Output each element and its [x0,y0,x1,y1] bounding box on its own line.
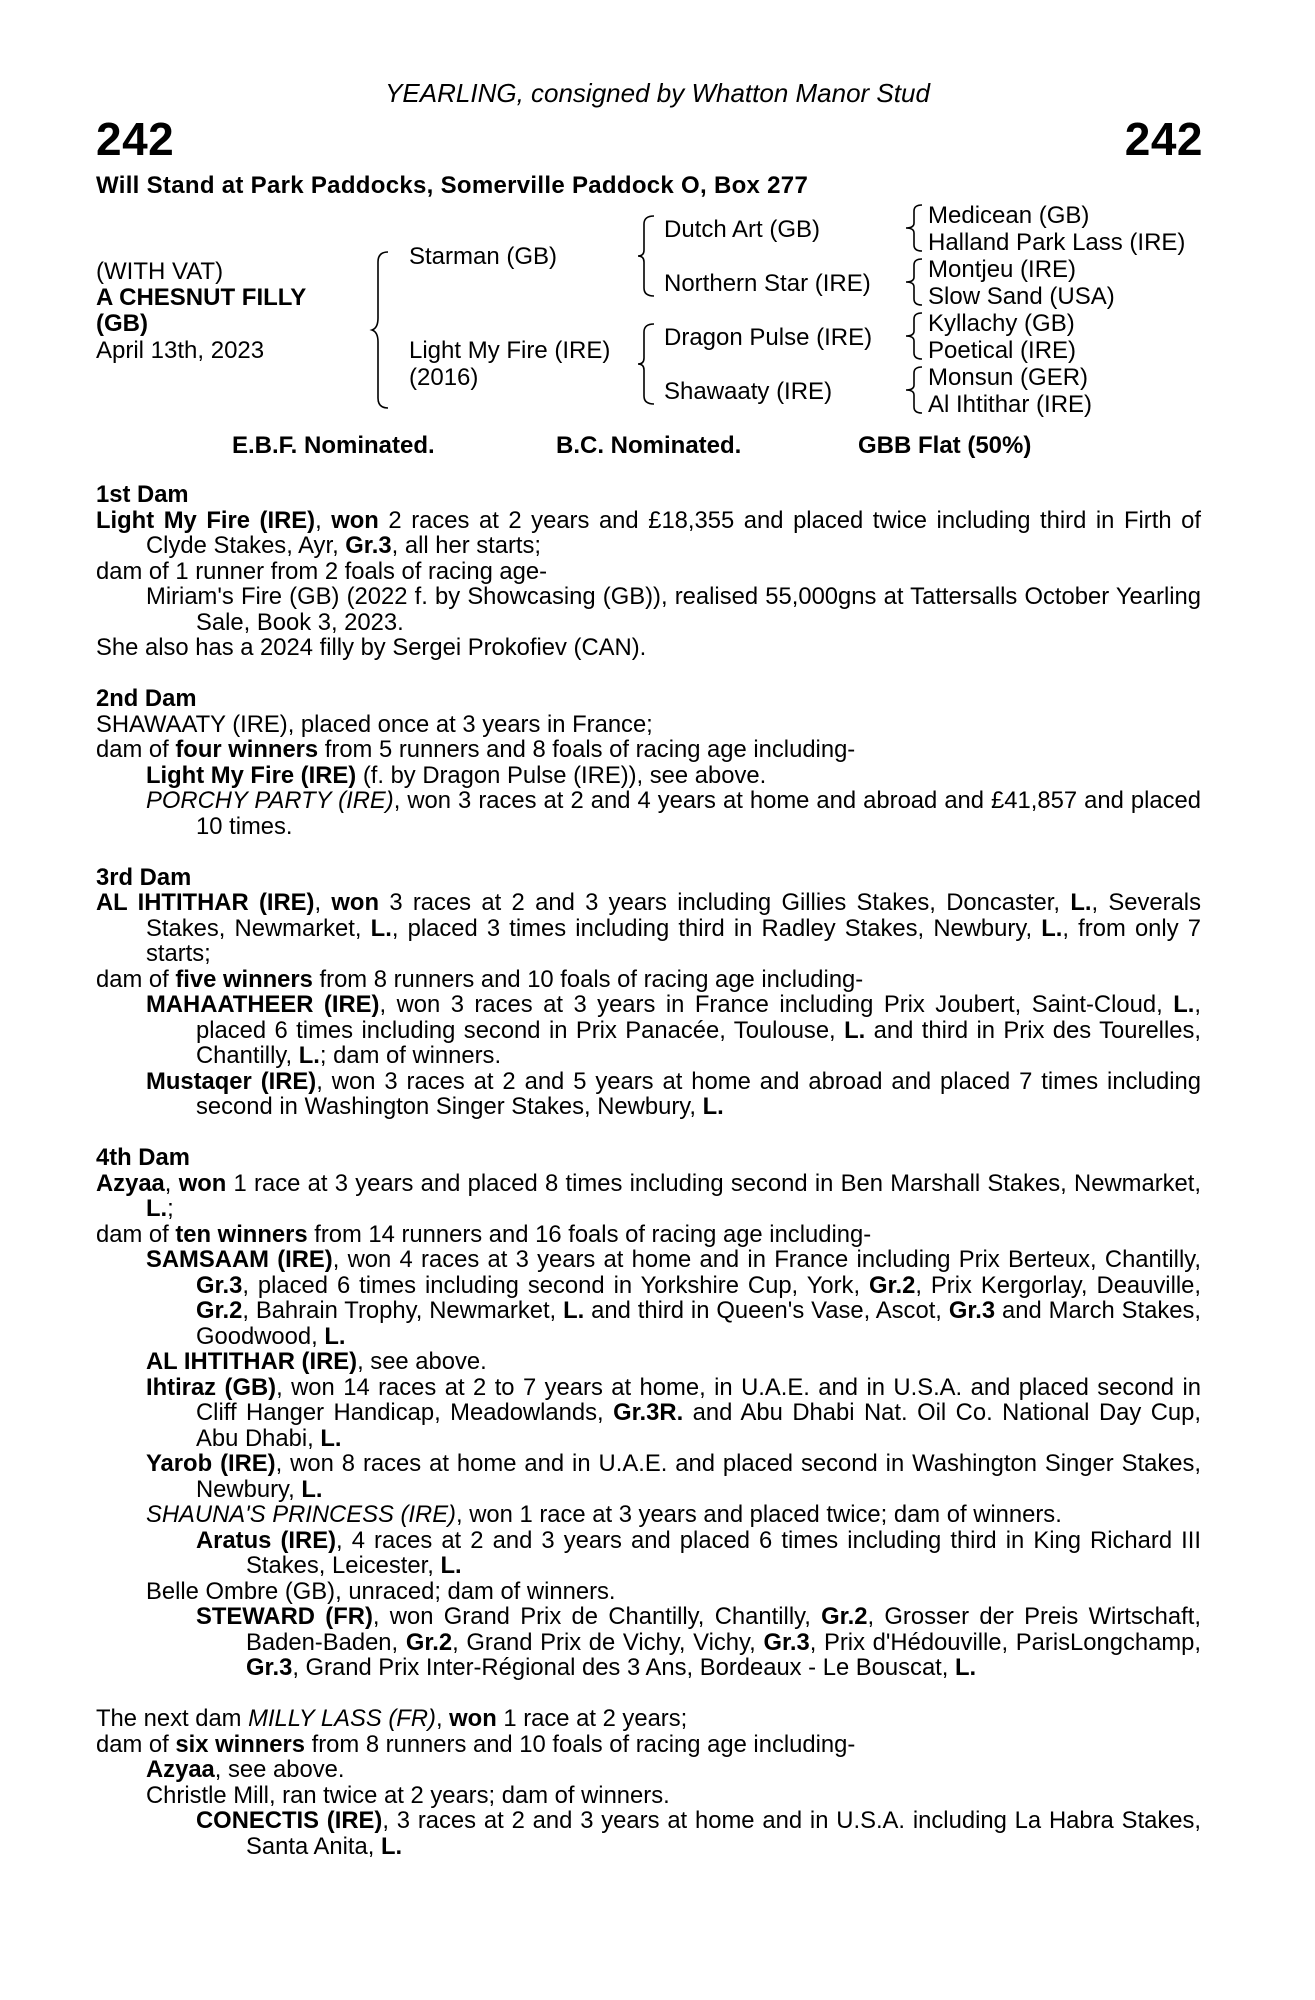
bold-text: four winners [175,736,319,763]
text-run: She also has a 2024 filly by Sergei Prokofiev (CAN). [96,634,647,661]
bold-text: Gr.2 [405,1628,453,1656]
text-run: , Grand Prix de Vichy, Vichy, [452,1628,764,1656]
italic-text: SHAUNA'S PRINCESS (IRE) [146,1501,456,1528]
ebf-nomination: E.B.F. Nominated. [232,432,435,459]
bracket-dd [902,365,924,415]
bold-text: L. [298,1042,320,1069]
text-run: , [314,889,332,916]
bracket-ss [902,203,924,253]
text-run: dam of [96,736,176,763]
section-heading: 1st Dam [96,481,189,508]
dam: Light My Fire (IRE) [409,337,611,364]
text-run: , see above. [357,1348,487,1375]
bold-text: Yarob (IRE) [146,1450,276,1477]
bold-text: AL IHTITHAR (IRE) [96,889,315,916]
bold-text: L. [702,1093,724,1120]
bold-text: SAMSAAM (IRE) [146,1246,333,1273]
record-line [96,1171,1201,1222]
text-run: , placed 6 times including second in Prix Panacée, Toulouse, [196,991,1201,1044]
record-line [96,1604,1201,1681]
sire-sire: Dutch Art (GB) [664,216,821,243]
record-line [96,1247,1201,1349]
record-line [96,1222,1201,1248]
sire-dam-sire: Montjeu (IRE) [928,256,1077,283]
bold-text: L. [1041,914,1063,942]
dam-year: (2016) [409,364,479,391]
sire-dam: Northern Star (IRE) [664,270,871,297]
sire-sire-sire: Medicean (GB) [928,202,1090,229]
text-run: from 5 runners and 8 foals of racing age including- [318,736,856,763]
dam-sire: Dragon Pulse (IRE) [664,324,873,351]
text-run: , Prix Kergorlay, Deauville, [915,1271,1202,1299]
text-run: , won 3 races at 2 and 5 years at home and abroad and placed 7 times including second in Washington Singer Stakes, Newbury, [196,1067,1201,1120]
bracket-subject [370,250,390,410]
text-run: Miriam's Fire (GB) (2022 f. by Showcasing (GB)), realised 55,000gns at Tattersalls October Yearling Sale, Book 3, 2023. [146,583,1201,636]
text-run: 2 races at 2 years and £18,355 and placed twice including third in Firth of Clyde Stakes, Ayr, [146,506,1201,559]
bold-text: Light My Fire (IRE) [96,506,316,534]
text-run: SHAWAATY (IRE), placed once at 3 years in France; [96,710,653,738]
bold-text: won [331,889,380,916]
italic-text: MILLY LASS (FR) [248,1705,436,1732]
record-line [96,1349,1201,1375]
bold-text: won [331,506,379,534]
record-line [96,1375,1201,1452]
text-run: from 8 runners and 10 foals of racing age including- [305,1730,856,1758]
bold-text: won [178,1169,227,1197]
record-line [96,788,1201,839]
text-run: , 4 races at 2 and 3 years and placed 6 times including third in King Richard III Stakes, Leicester, [246,1526,1201,1579]
bold-text: AL IHTITHAR (IRE) [146,1348,358,1375]
text-run: , won Grand Prix de Chantilly, Chantilly, [372,1603,822,1630]
text-run: ; [167,1195,174,1222]
text-run: , won 3 races at 3 years in France including Prix Joubert, Saint-Cloud, [379,991,1174,1018]
text-run: (f. by Dragon Pulse (IRE)), see above. [356,761,767,789]
bold-text: L. [955,1654,977,1681]
bracket-sd [902,257,924,307]
record-line [96,992,1201,1069]
text-run: and Abu Dhabi Nat. Oil Co. National Day Cup, Abu Dhabi, [196,1399,1201,1452]
text-run: , Prix d'Hédouville, ParisLongchamp, [809,1628,1201,1656]
dam-section [96,482,1201,661]
record-line [96,584,1201,635]
text-run: , Grand Prix Inter-Régional des 3 Ans, Bordeaux - Le Bouscat, [292,1654,956,1681]
sire-dam-dam: Slow Sand (USA) [928,283,1115,310]
bold-text: Mustaqer (IRE) [146,1067,317,1095]
bold-text: Light My Fire (IRE) [146,761,357,789]
bold-text: L. [370,914,392,942]
text-run: , won 4 races at 3 years at home and in France including Prix Berteux, Chantilly, [332,1246,1201,1273]
text-run: , Bahrain Trophy, Newmarket, [242,1297,564,1324]
text-run: , won 14 races at 2 to 7 years at home, in U.A.E. and in U.S.A. and placed second in Cliff Hanger Handicap, Meadowlands, [196,1373,1201,1426]
dam-sire-dam: Poetical (IRE) [928,337,1077,364]
text-run: , placed 3 times including third in Radley Stakes, Newbury, [391,914,1042,942]
italic-text: PORCHY PARTY (IRE) [146,787,394,814]
text-run: and third in Prix des Tourelles, Chantilly, [196,1016,1202,1069]
bracket-dam [636,322,656,406]
text-run: dam of [96,1730,176,1758]
bold-text: MAHAATHEER (IRE) [146,991,380,1018]
bold-text: Azyaa [146,1756,215,1783]
text-run: , won 3 races at 2 and 4 years at home and abroad and £41,857 and placed 10 times. [196,787,1201,840]
bold-text: Gr.3 [763,1628,810,1656]
bold-text: L. [1070,889,1092,916]
bold-text: six winners [175,1730,305,1758]
lot-number-left: 242 [96,113,175,165]
text-run: dam of [96,965,176,993]
text-run: 1 race at 3 years and placed 8 times including second in Ben Marshall Stakes, Newmarket, [226,1169,1201,1197]
text-run: , won 1 race at 3 years and placed twice; dam of winners. [456,1501,1062,1528]
bold-text: L. [301,1475,323,1503]
lot-number-right: 242 [1124,113,1203,165]
bracket-ds [902,311,924,361]
bold-text: Gr.3 [246,1654,293,1681]
bold-text: ten winners [175,1220,308,1248]
text-run: from 14 runners and 16 foals of racing age including- [307,1220,872,1248]
bold-text: Gr.3 [345,532,392,559]
text-run: , Grosser der Preis Wirtschaft, Baden-Baden, [246,1603,1201,1656]
text-run: , [164,1169,179,1197]
bold-text: CONECTIS (IRE) [196,1807,383,1834]
vat-label: (WITH VAT) [96,258,224,285]
bold-text: L. [324,1322,346,1350]
sire-sire-dam: Halland Park Lass (IRE) [928,229,1186,256]
bold-text: five winners [175,965,313,993]
record-line [96,1808,1201,1859]
record-line [96,508,1201,559]
bracket-sire [636,214,656,298]
dam-dam-sire: Monsun (GER) [928,364,1089,391]
bold-text: STEWARD (FR) [196,1603,373,1630]
subject-name: A CHESNUT FILLY [96,284,307,311]
bold-text: L. [440,1552,462,1579]
dam-section [96,865,1201,1120]
bold-text: L. [844,1016,866,1044]
record-line [96,737,1201,763]
text-run: Christle Mill, ran twice at 2 years; dam of winners. [146,1781,670,1809]
text-run: The next dam [96,1705,249,1732]
gbb-flat: GBB Flat (50%) [858,432,1032,459]
record-line [96,635,1201,661]
bold-text: L. [563,1297,585,1324]
bold-text: L. [320,1424,342,1452]
text-run: dam of 1 runner from 2 foals of racing age- [96,557,548,585]
record-line [96,559,1201,585]
bold-text: Aratus (IRE) [196,1526,336,1554]
text-run: and third in Queen's Vase, Ascot, [584,1297,949,1324]
section-heading: 2nd Dam [96,685,197,712]
bold-text: L. [1173,991,1195,1018]
text-run: , [315,506,332,534]
text-run: , Severals Stakes, Newmarket, [146,889,1201,942]
bold-text: Gr.3 [948,1297,996,1324]
record-line [96,1451,1201,1502]
dam-section [96,1706,1201,1859]
text-run: , see above. [214,1756,345,1783]
section-heading: 3rd Dam [96,863,192,891]
bold-text: Gr.3 [196,1271,243,1299]
record-line [96,1502,1201,1528]
record-line [96,1732,1201,1758]
sire: Starman (GB) [409,243,558,270]
text-run: 3 races at 2 and 3 years including Gillies Stakes, Doncaster, [379,889,1071,916]
subject-name-origin: (GB) [96,310,148,337]
stand-info: Will Stand at Park Paddocks, Somerville Paddock O, Box 277 [96,172,809,199]
dam-section [96,1145,1201,1681]
bold-text: Gr.2 [869,1271,916,1299]
record-line [96,890,1201,967]
text-run: , [435,1705,450,1732]
record-line [96,967,1201,993]
text-run: , placed 6 times including second in Yorkshire Cup, York, [242,1271,870,1299]
text-run: from 8 runners and 10 foals of racing age including- [312,965,864,993]
text-run: , won 8 races at home and in U.A.E. and placed second in Washington Singer Stakes, Newbury, [196,1450,1201,1503]
text-run: Belle Ombre (GB), unraced; dam of winners. [146,1577,616,1605]
record-line [96,1706,1201,1732]
record-line [96,1528,1201,1579]
bc-nomination: B.C. Nominated. [556,432,742,459]
section-heading: 4th Dam [96,1144,190,1171]
bold-text: Gr.2 [821,1603,868,1630]
text-run: 1 race at 2 years; [496,1705,688,1732]
dam-dam: Shawaaty (IRE) [664,378,833,405]
text-run: , all her starts; [391,532,542,559]
dam-section [96,686,1201,839]
bold-text: Ihtiraz (GB) [146,1373,277,1401]
dam-dam-dam: Al Ihtithar (IRE) [928,391,1093,418]
bold-text: Gr.2 [196,1297,243,1324]
dam-sire-sire: Kyllachy (GB) [928,310,1075,337]
produce-record [96,482,1201,1885]
subject-dob: April 13th, 2023 [96,337,265,364]
record-line [96,763,1201,789]
record-line [96,1783,1201,1809]
consignor-line: YEARLING, consigned by Whatton Manor Stud [385,78,930,108]
text-run: ; dam of winners. [319,1042,502,1069]
text-run: dam of [96,1220,176,1248]
bold-text: Azyaa [96,1169,165,1197]
bold-text: Gr.3R. [613,1399,684,1426]
record-line [96,1069,1201,1120]
bold-text: L. [380,1832,403,1860]
record-line [96,1579,1201,1605]
bold-text: won [449,1705,497,1732]
record-line [96,1757,1201,1783]
text-run: , from only 7 starts; [146,914,1202,967]
text-run: , 3 races at 2 and 3 years at home and in U.S.A. including La Habra Stakes, Santa Anita, [246,1807,1201,1860]
text-run: and March Stakes, Goodwood, [196,1297,1201,1350]
bold-text: L. [146,1195,168,1222]
record-line [96,712,1201,738]
